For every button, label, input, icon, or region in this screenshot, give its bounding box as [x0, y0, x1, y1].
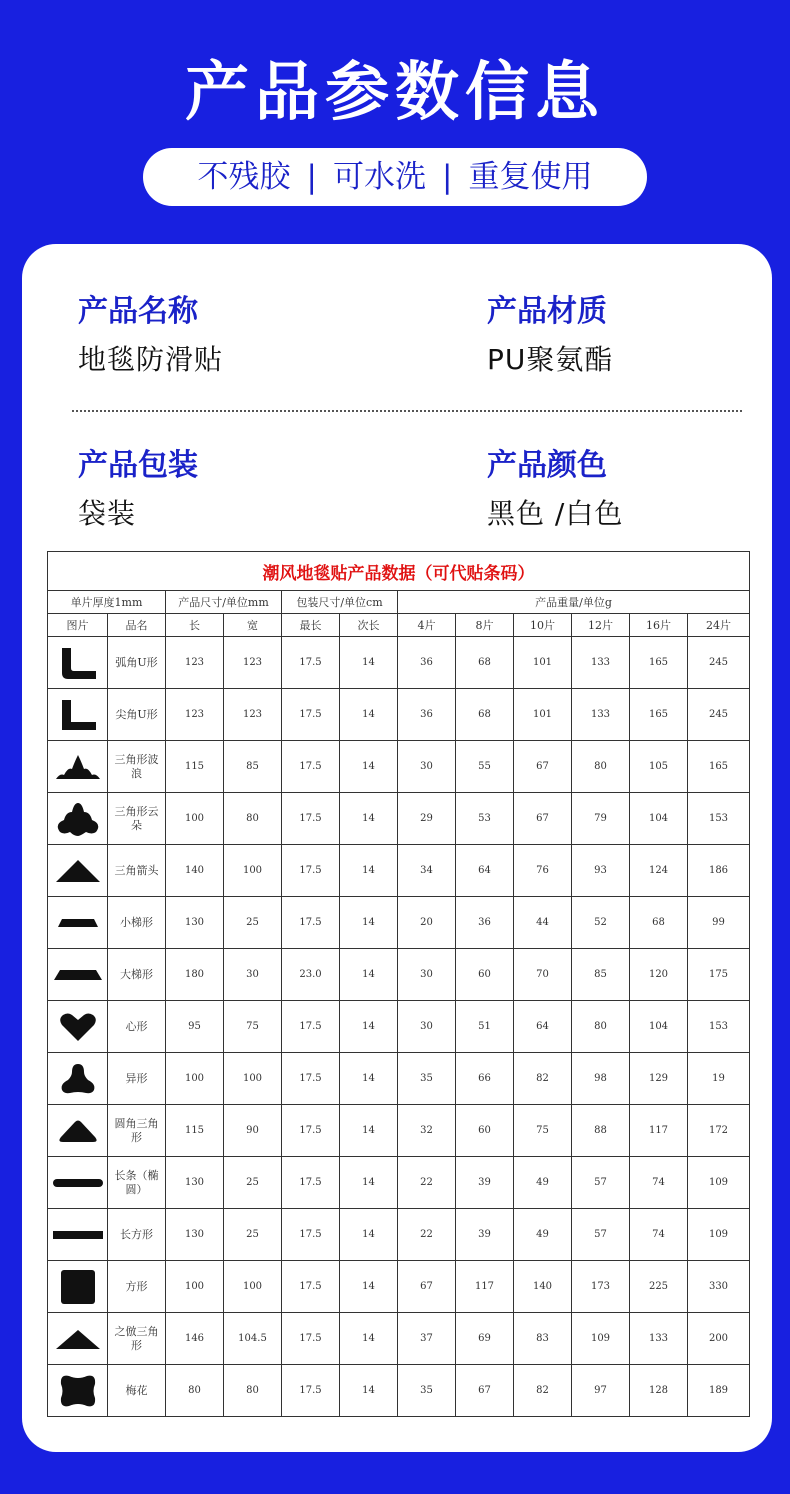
value-cell: 32 — [398, 1105, 456, 1157]
value-cell: 330 — [688, 1261, 750, 1313]
value-cell: 124 — [630, 845, 688, 897]
col-header: 8片 — [456, 614, 514, 637]
value-cell: 173 — [572, 1261, 630, 1313]
value-cell: 67 — [456, 1365, 514, 1417]
table-row — [48, 949, 750, 1001]
heart-icon — [48, 1001, 107, 1052]
table-row — [48, 689, 750, 741]
table-row — [48, 1365, 750, 1417]
value-cell: 14 — [340, 845, 398, 897]
shape-cell — [48, 1105, 108, 1157]
col-header: 次长 — [340, 614, 398, 637]
product-name-cell: 梅花 — [108, 1365, 166, 1417]
value-cell: 109 — [688, 1157, 750, 1209]
value-cell: 93 — [572, 845, 630, 897]
value-cell: 82 — [514, 1365, 572, 1417]
group-header-weight: 产品重量/单位g — [398, 591, 750, 614]
info-card — [22, 244, 772, 1452]
value-cell: 17.5 — [282, 689, 340, 741]
table-row — [48, 1261, 750, 1313]
value-cell: 80 — [166, 1365, 224, 1417]
product-name-cell: 长条（椭圆） — [108, 1157, 166, 1209]
value-cell: 97 — [572, 1365, 630, 1417]
value-cell: 39 — [456, 1209, 514, 1261]
value-cell: 130 — [166, 1209, 224, 1261]
value-cell: 14 — [340, 897, 398, 949]
value-cell: 49 — [514, 1157, 572, 1209]
table-row — [48, 1053, 750, 1105]
attr-value: PU聚氨酯 — [487, 343, 614, 376]
attr-value: 地毯防滑贴 — [78, 343, 224, 376]
value-cell: 57 — [572, 1157, 630, 1209]
value-cell: 80 — [572, 741, 630, 793]
table-row — [48, 1209, 750, 1261]
long-oval-strip-icon — [48, 1157, 107, 1208]
col-header: 图片 — [48, 614, 108, 637]
product-name-cell: 圆角三角形 — [108, 1105, 166, 1157]
value-cell: 68 — [630, 897, 688, 949]
rounded-triangle-icon — [48, 1105, 107, 1156]
shape-cell — [48, 1053, 108, 1105]
value-cell: 36 — [456, 897, 514, 949]
table-row — [48, 1105, 750, 1157]
attr-value: 黑色 /白色 — [487, 497, 624, 530]
value-cell: 53 — [456, 793, 514, 845]
l-corner-sharp-icon — [48, 689, 107, 740]
value-cell: 68 — [456, 689, 514, 741]
col-header: 长 — [166, 614, 224, 637]
value-cell: 30 — [224, 949, 282, 1001]
feature-tags — [143, 148, 647, 206]
value-cell: 17.5 — [282, 845, 340, 897]
product-name-cell: 大梯形 — [108, 949, 166, 1001]
value-cell: 23.0 — [282, 949, 340, 1001]
shape-cell — [48, 1313, 108, 1365]
product-name-cell: 三角形云朵 — [108, 793, 166, 845]
value-cell: 180 — [166, 949, 224, 1001]
value-cell: 165 — [630, 689, 688, 741]
attr-product-color — [487, 446, 623, 534]
value-cell: 100 — [166, 793, 224, 845]
value-cell: 120 — [630, 949, 688, 1001]
attr-label: 产品材质 — [487, 294, 607, 329]
value-cell: 85 — [224, 741, 282, 793]
value-cell: 186 — [688, 845, 750, 897]
product-name-cell: 异形 — [108, 1053, 166, 1105]
value-cell: 29 — [398, 793, 456, 845]
value-cell: 14 — [340, 1313, 398, 1365]
value-cell: 165 — [630, 637, 688, 689]
tag-separator: | — [442, 159, 453, 195]
table-row — [48, 741, 750, 793]
attr-product-packaging — [78, 446, 198, 534]
value-cell: 225 — [630, 1261, 688, 1313]
value-cell: 14 — [340, 1053, 398, 1105]
value-cell: 64 — [514, 1001, 572, 1053]
value-cell: 17.5 — [282, 1313, 340, 1365]
value-cell: 14 — [340, 1209, 398, 1261]
attr-label: 产品名称 — [78, 294, 198, 329]
product-name-cell: 三角箭头 — [108, 845, 166, 897]
value-cell: 100 — [224, 1261, 282, 1313]
table-row — [48, 1157, 750, 1209]
value-cell: 14 — [340, 1105, 398, 1157]
value-cell: 37 — [398, 1313, 456, 1365]
value-cell: 14 — [340, 1157, 398, 1209]
value-cell: 39 — [456, 1157, 514, 1209]
value-cell: 123 — [224, 637, 282, 689]
value-cell: 115 — [166, 741, 224, 793]
value-cell: 115 — [166, 1105, 224, 1157]
value-cell: 68 — [456, 637, 514, 689]
value-cell: 100 — [166, 1261, 224, 1313]
col-header: 24片 — [688, 614, 750, 637]
large-trapezoid-icon — [48, 949, 107, 1000]
value-cell: 36 — [398, 689, 456, 741]
attr-label: 产品颜色 — [487, 448, 607, 483]
product-name-cell: 尖角U形 — [108, 689, 166, 741]
value-cell: 17.5 — [282, 637, 340, 689]
value-cell: 14 — [340, 949, 398, 1001]
shape-cell — [48, 897, 108, 949]
value-cell: 133 — [572, 689, 630, 741]
value-cell: 20 — [398, 897, 456, 949]
value-cell: 200 — [688, 1313, 750, 1365]
value-cell: 35 — [398, 1365, 456, 1417]
shape-cell — [48, 1261, 108, 1313]
value-cell: 44 — [514, 897, 572, 949]
value-cell: 140 — [514, 1261, 572, 1313]
value-cell: 133 — [572, 637, 630, 689]
value-cell: 82 — [514, 1053, 572, 1105]
value-cell: 17.5 — [282, 1053, 340, 1105]
value-cell: 17.5 — [282, 1209, 340, 1261]
value-cell: 79 — [572, 793, 630, 845]
value-cell: 25 — [224, 1209, 282, 1261]
value-cell: 175 — [688, 949, 750, 1001]
value-cell: 60 — [456, 949, 514, 1001]
value-cell: 14 — [340, 637, 398, 689]
shape-cell — [48, 1365, 108, 1417]
value-cell: 69 — [456, 1313, 514, 1365]
value-cell: 104 — [630, 793, 688, 845]
group-header-product-size: 产品尺寸/单位mm — [166, 591, 282, 614]
value-cell: 17.5 — [282, 1157, 340, 1209]
value-cell: 17.5 — [282, 897, 340, 949]
col-header: 最长 — [282, 614, 340, 637]
value-cell: 14 — [340, 1365, 398, 1417]
triangle-arrow-icon — [48, 845, 107, 896]
value-cell: 153 — [688, 793, 750, 845]
value-cell: 17.5 — [282, 1261, 340, 1313]
table-row — [48, 897, 750, 949]
value-cell: 14 — [340, 1261, 398, 1313]
value-cell: 35 — [398, 1053, 456, 1105]
value-cell: 30 — [398, 1001, 456, 1053]
value-cell: 17.5 — [282, 741, 340, 793]
small-trapezoid-icon — [48, 897, 107, 948]
value-cell: 88 — [572, 1105, 630, 1157]
value-cell: 60 — [456, 1105, 514, 1157]
value-cell: 95 — [166, 1001, 224, 1053]
attr-label: 产品包装 — [78, 448, 198, 483]
value-cell: 22 — [398, 1209, 456, 1261]
shape-cell — [48, 689, 108, 741]
value-cell: 49 — [514, 1209, 572, 1261]
value-cell: 67 — [398, 1261, 456, 1313]
value-cell: 104 — [630, 1001, 688, 1053]
square-icon — [48, 1261, 107, 1312]
value-cell: 19 — [688, 1053, 750, 1105]
value-cell: 66 — [456, 1053, 514, 1105]
value-cell: 67 — [514, 793, 572, 845]
table-row — [48, 793, 750, 845]
irregular-shape-icon — [48, 1053, 107, 1104]
value-cell: 104.5 — [224, 1313, 282, 1365]
triangle-wave-icon — [48, 741, 107, 792]
value-cell: 25 — [224, 1157, 282, 1209]
value-cell: 123 — [166, 637, 224, 689]
value-cell: 85 — [572, 949, 630, 1001]
value-cell: 80 — [224, 793, 282, 845]
value-cell: 17.5 — [282, 1365, 340, 1417]
plum-blossom-icon — [48, 1365, 107, 1416]
value-cell: 189 — [688, 1365, 750, 1417]
dotted-divider — [72, 410, 742, 412]
shape-cell — [48, 1209, 108, 1261]
value-cell: 30 — [398, 741, 456, 793]
value-cell: 90 — [224, 1105, 282, 1157]
value-cell: 128 — [630, 1365, 688, 1417]
value-cell: 153 — [688, 1001, 750, 1053]
tag-washable: 可水洗 — [333, 159, 426, 195]
table-title: 潮风地毯贴产品数据（可代贴条码） — [48, 552, 750, 591]
product-name-cell: 心形 — [108, 1001, 166, 1053]
attr-product-material — [487, 292, 613, 380]
value-cell: 67 — [514, 741, 572, 793]
shape-cell — [48, 949, 108, 1001]
col-header: 12片 — [572, 614, 630, 637]
value-cell: 123 — [166, 689, 224, 741]
tag-separator: | — [306, 159, 317, 195]
value-cell: 245 — [688, 689, 750, 741]
product-name-cell: 弧角U形 — [108, 637, 166, 689]
value-cell: 57 — [572, 1209, 630, 1261]
group-header-package-size: 包装尺寸/单位cm — [282, 591, 398, 614]
product-name-cell: 长方形 — [108, 1209, 166, 1261]
page-title: 产品参数信息 — [185, 56, 605, 130]
shape-cell — [48, 1157, 108, 1209]
attr-value: 袋装 — [78, 497, 137, 530]
value-cell: 75 — [514, 1105, 572, 1157]
col-header: 4片 — [398, 614, 456, 637]
col-header: 16片 — [630, 614, 688, 637]
value-cell: 130 — [166, 1157, 224, 1209]
value-cell: 14 — [340, 793, 398, 845]
value-cell: 30 — [398, 949, 456, 1001]
value-cell: 109 — [572, 1313, 630, 1365]
table-row — [48, 845, 750, 897]
value-cell: 109 — [688, 1209, 750, 1261]
value-cell: 105 — [630, 741, 688, 793]
group-header-thickness: 单片厚度1mm — [48, 591, 166, 614]
value-cell: 172 — [688, 1105, 750, 1157]
col-header: 10片 — [514, 614, 572, 637]
value-cell: 22 — [398, 1157, 456, 1209]
value-cell: 117 — [630, 1105, 688, 1157]
value-cell: 36 — [398, 637, 456, 689]
value-cell: 55 — [456, 741, 514, 793]
value-cell: 83 — [514, 1313, 572, 1365]
attr-product-name — [78, 292, 223, 380]
shape-cell — [48, 741, 108, 793]
value-cell: 129 — [630, 1053, 688, 1105]
table-row — [48, 1001, 750, 1053]
l-corner-round-icon — [48, 637, 107, 688]
value-cell: 117 — [456, 1261, 514, 1313]
value-cell: 80 — [572, 1001, 630, 1053]
value-cell: 99 — [688, 897, 750, 949]
product-name-cell: 之倣三角形 — [108, 1313, 166, 1365]
value-cell: 80 — [224, 1365, 282, 1417]
table-row — [48, 637, 750, 689]
product-name-cell: 三角形波浪 — [108, 741, 166, 793]
value-cell: 74 — [630, 1157, 688, 1209]
value-cell: 17.5 — [282, 1001, 340, 1053]
value-cell: 98 — [572, 1053, 630, 1105]
col-header: 品名 — [108, 614, 166, 637]
shape-cell — [48, 845, 108, 897]
value-cell: 146 — [166, 1313, 224, 1365]
value-cell: 133 — [630, 1313, 688, 1365]
value-cell: 140 — [166, 845, 224, 897]
rectangle-icon — [48, 1209, 107, 1260]
value-cell: 51 — [456, 1001, 514, 1053]
value-cell: 100 — [224, 1053, 282, 1105]
value-cell: 101 — [514, 637, 572, 689]
shape-cell — [48, 637, 108, 689]
value-cell: 34 — [398, 845, 456, 897]
flat-triangle-icon — [48, 1313, 107, 1364]
tag-no-residue: 不残胶 — [197, 159, 291, 195]
value-cell: 100 — [166, 1053, 224, 1105]
table-row — [48, 1313, 750, 1365]
product-data-table — [47, 551, 749, 1417]
triangle-cloud-icon — [48, 793, 107, 844]
value-cell: 70 — [514, 949, 572, 1001]
value-cell: 14 — [340, 741, 398, 793]
value-cell: 17.5 — [282, 793, 340, 845]
product-name-cell: 小梯形 — [108, 897, 166, 949]
value-cell: 100 — [224, 845, 282, 897]
value-cell: 74 — [630, 1209, 688, 1261]
value-cell: 76 — [514, 845, 572, 897]
value-cell: 17.5 — [282, 1105, 340, 1157]
value-cell: 64 — [456, 845, 514, 897]
value-cell: 123 — [224, 689, 282, 741]
shape-cell — [48, 1001, 108, 1053]
value-cell: 25 — [224, 897, 282, 949]
shape-cell — [48, 793, 108, 845]
value-cell: 52 — [572, 897, 630, 949]
value-cell: 130 — [166, 897, 224, 949]
col-header: 宽 — [224, 614, 282, 637]
product-name-cell: 方形 — [108, 1261, 166, 1313]
value-cell: 101 — [514, 689, 572, 741]
value-cell: 75 — [224, 1001, 282, 1053]
value-cell: 14 — [340, 689, 398, 741]
value-cell: 14 — [340, 1001, 398, 1053]
value-cell: 245 — [688, 637, 750, 689]
value-cell: 165 — [688, 741, 750, 793]
tag-reusable: 重复使用 — [468, 159, 593, 195]
